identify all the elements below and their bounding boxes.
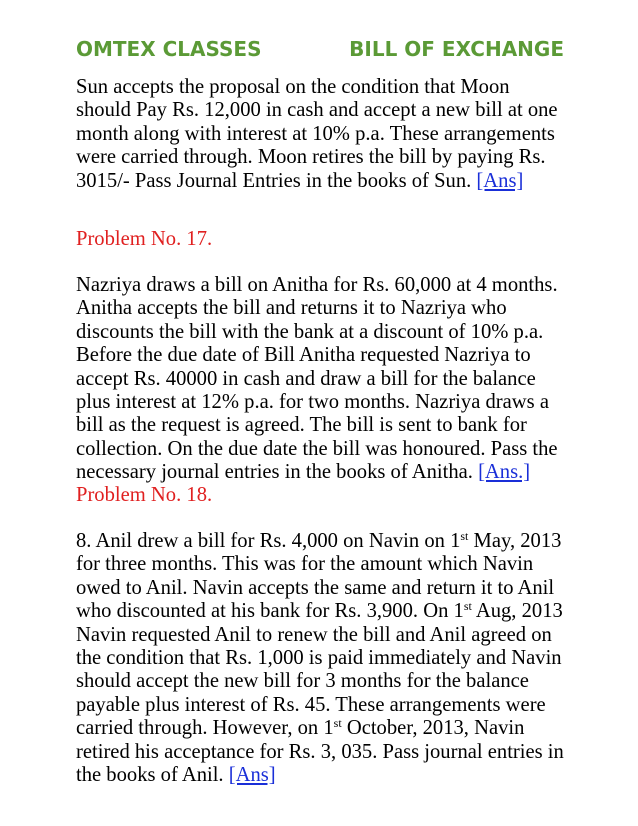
- page-header: [76, 37, 564, 67]
- ordinal-suffix: st: [333, 716, 342, 731]
- problem-18-text: [76, 530, 568, 787]
- paragraph-text: 8. Anil drew a bill for Rs. 4,000 on Navin on 1: [76, 530, 461, 552]
- header-brand: OMTEX CLASSES: [76, 37, 262, 61]
- answer-link[interactable]: [Ans.]: [478, 461, 531, 484]
- answer-link[interactable]: [Ans]: [476, 169, 524, 192]
- paragraph-text: Nazriya draws a bill on Anitha for Rs. 60,000 at 4 months. Anitha accepts the bill and returns it to Nazriya who discounts the bill with the bank at a discount of 10% p.a. Before the due date of Bill Anitha requested Nazriya to accept Rs. 40000 in cash and draw a bill for the balance plus interest at 12% p.a. for two months. Nazriya draws a bill as the request is agreed. The bill is sent to bank for collection. On the due date the bill was honoured. Pass the necessary journal entries in the books of Anitha.: [76, 274, 558, 484]
- ordinal-suffix: st: [460, 529, 469, 543]
- problem-17-heading: Problem No. 17.: [76, 228, 213, 250]
- paragraph-text: Aug, 2013 Navin requested Anil to renew the bill and Anil agreed on the condition that Rs. 1,000 is paid immediately and Navin should accept the new bill for 3 months for the balance payable plus interest of Rs. 45. These arrangements were carried through. However, on 1: [76, 600, 563, 740]
- ordinal-suffix: st: [463, 599, 472, 614]
- paragraph-text: Sun accepts the proposal on the condition that Moon should Pay Rs. 12,000 in cash and accept a new bill at one month along with interest at 10% p.a. These arrangements were carried through. Moon retires the bill by paying Rs. 3015/- Pass Journal Entries in the books of Sun.: [76, 76, 558, 192]
- answer-link[interactable]: [Ans]: [228, 764, 276, 787]
- paragraph-sun-moon: [76, 76, 568, 193]
- paragraph-text: October, 2013, Navin retired his acceptance for Rs. 3, 035. Pass journal entries in the books of Anil.: [76, 717, 564, 787]
- problem-18-heading: Problem No. 18.: [76, 484, 213, 506]
- problem-17-text: [76, 274, 568, 485]
- header-topic: BILL OF EXCHANGE: [349, 37, 564, 61]
- paragraph-text: May, 2013 for three months. This was for the amount which Navin owed to Anil. Navin accepts the same and return it to Anil who discounted at his bank for Rs. 3,900. On 1: [76, 530, 562, 623]
